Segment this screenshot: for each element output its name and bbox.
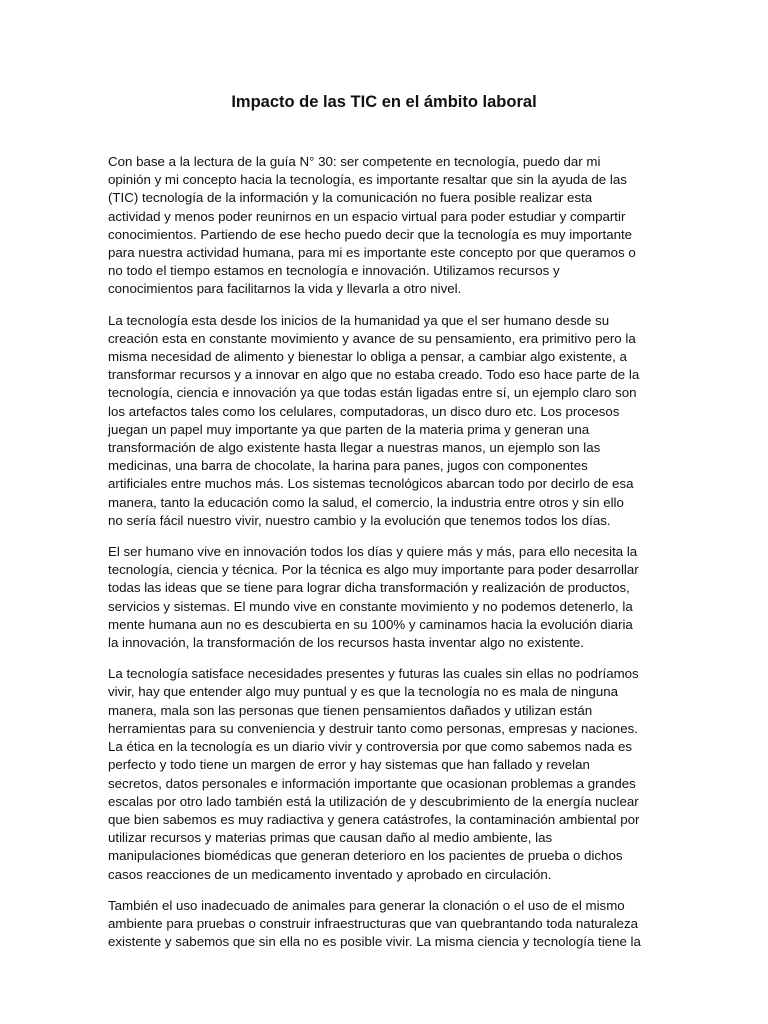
paragraph-5 [108, 897, 664, 952]
text-line: no sería fácil nuestro vivir, nuestro cambio y la evolución que tenemos todos los días. [108, 512, 611, 528]
text-line: los artefactos tales como los celulares, computadoras, un disco duro etc. Los procesos [108, 403, 620, 419]
text-line: conocimientos. Partiendo de ese hecho puedo decir que la tecnología es muy importante [108, 226, 633, 242]
text-line: creación esta en constante movimiento y avance de su pensamiento, era primitivo pero la [108, 330, 636, 346]
text-line: medicinas, una barra de chocolate, la harina para panes, jugos con componentes [108, 458, 588, 474]
text-line: existente y sabemos que sin ella no es posible vivir. La misma ciencia y tecnología tiene la [108, 934, 641, 950]
text-line: todas las ideas que se tiene para lograr dicha transformación y realización de productos, [108, 580, 630, 596]
document-body [108, 153, 664, 951]
text-line: herramientas para su conveniencia y destruir tanto como personas, empresas y naciones. [108, 720, 638, 736]
text-line: secretos, datos personales e información importante que ocasionan problemas a grandes [108, 775, 636, 791]
text-line: que bien sabemos es muy radiactiva y genera catástrofes, la contaminación ambiental por [108, 811, 640, 827]
text-line: artificiales entre muchos más. Los sistemas tecnológicos abarcan todo por decirlo de esa [108, 476, 634, 492]
text-line: manipulaciones biomédicas que generan deterioro en los pacientes de prueba o dichos [108, 848, 623, 864]
text-line: servicios y sistemas. El mundo vive en constante movimiento y no podemos detenerlo, la [108, 598, 633, 614]
paragraph-4 [108, 665, 664, 883]
text-line: El ser humano vive en innovación todos los días y quiere más y más, para ello necesita la [108, 544, 638, 560]
text-line: La tecnología esta desde los inicios de la humanidad ya que el ser humano desde su [108, 312, 610, 328]
paragraph-1 [108, 153, 664, 299]
paragraph-2 [108, 312, 664, 530]
text-line: perfecto y todo tiene un margen de error y hay sistemas que han fallado y revelan [108, 757, 590, 773]
text-line: no todo el tiempo estamos en tecnología e innovación. Utilizamos recursos y [108, 263, 560, 279]
text-line: manera, mala son las personas que tienen pensamientos dañados y utilizan están [108, 702, 593, 718]
text-line: transformar recursos y a innovar en algo que no estaba creado. Todo eso hace parte de la [108, 367, 640, 383]
text-line: La ética en la tecnología es un diario vivir y controversia por que como sabemos nada es [108, 739, 633, 755]
text-line: utilizar recursos y materias primas que causan daño al medio ambiente, las [108, 830, 553, 846]
text-line: Con base a la lectura de la guía N° 30: ser competente en tecnología, puedo dar mi [108, 154, 601, 169]
text-line: para nuestra actividad humana, para mi es importante este concepto por que queramos o [108, 245, 636, 261]
document-title: Impacto de las TIC en el ámbito laboral [231, 93, 537, 111]
text-line: mente humana aun no es descubierta en su 100% y caminamos hacia la evolución diaria [108, 616, 633, 632]
text-line: misma necesidad de alimento y bienestar lo obliga a pensar, a cambiar algo existente, a [108, 349, 627, 365]
text-line: escalas por otro lado también está la utilización de y descubrimiento de la energía nuclear [108, 793, 639, 809]
text-line: ambiente para pruebas o construir infraestructuras que van quebrantando toda naturaleza [108, 915, 638, 931]
text-line: (TIC) tecnología de la información y la comunicación no fuera posible realizar esta [108, 190, 593, 206]
text-line: conocimientos para facilitarnos la vida y llevarla a otro nivel. [108, 281, 462, 297]
paragraph-3 [108, 543, 664, 652]
text-line: juegan un papel muy importante ya que parten de la materia prima y generan una [108, 421, 590, 437]
text-line: tecnología, ciencia e innovación ya que todas están ligadas entre sí, un ejemplo claro son [108, 385, 637, 401]
text-line: manera, tanto la educación como la salud, el comercio, la industria entre otros y sin ello [108, 494, 624, 510]
text-line: la innovación, la transformación de los recursos hasta inventar algo no existente. [108, 635, 585, 651]
text-line: También el uso inadecuado de animales para generar la clonación o el uso de el mismo [108, 897, 625, 913]
text-line: actividad y menos poder reunirnos en un espacio virtual para poder estudiar y compartir [108, 208, 626, 224]
text-line: opinión y mi concepto hacia la tecnología, es importante resaltar que sin la ayuda de las [108, 172, 627, 188]
text-line: tecnología, ciencia y técnica. Por la técnica es algo muy importante para poder desarrollar [108, 562, 639, 578]
text-line: La tecnología satisface necesidades presentes y futuras las cuales sin ellas no podríamos [108, 666, 639, 682]
text-line: casos reacciones de un medicamento inventado y aprobado en circulación. [108, 866, 552, 882]
text-line: transformación de algo existente hasta llegar a nuestras manos, un ejemplo son las [108, 440, 601, 456]
text-line: vivir, hay que entender algo muy puntual y es que la tecnología no es mala de ninguna [108, 684, 619, 700]
